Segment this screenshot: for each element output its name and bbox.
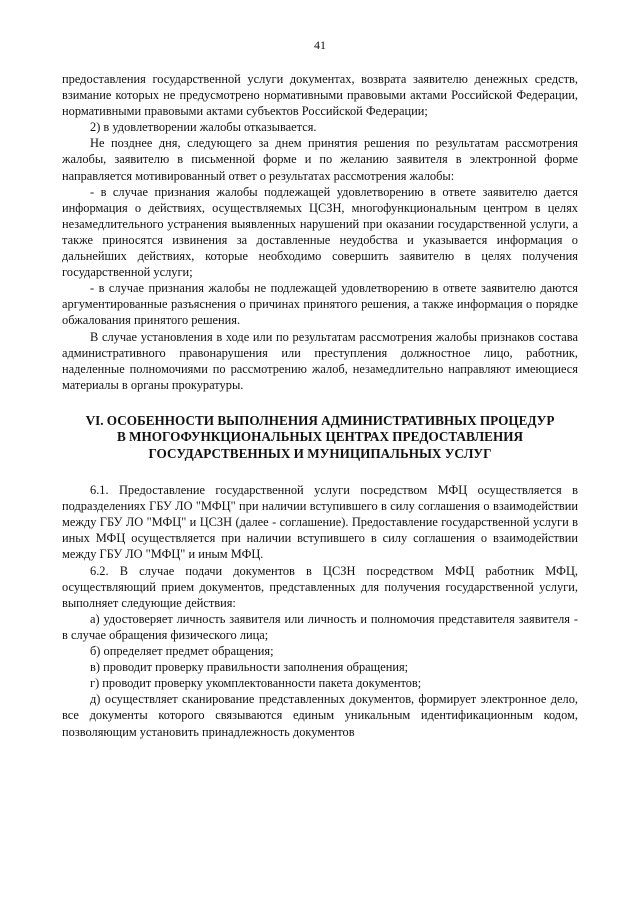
paragraph: 6.2. В случае подачи документов в ЦСЗН посредством МФЦ работник МФЦ, осуществляющий прием документов, представленных для получения государственной услуги, выполняет следующие действия: — [62, 563, 578, 610]
paragraph: 2) в удовлетворении жалобы отказывается. — [90, 120, 317, 135]
paragraph: г) проводит проверку укомплектованности пакета документов; — [90, 676, 422, 691]
paragraph: д) осуществляет сканирование представленных документов, формирует электронное дело, все документы которого связываются единым уникальным идентификационным кодом, позволяющим установить принадлежность документов — [62, 692, 578, 739]
section-heading-line: ГОСУДАРСТВЕННЫХ И МУНИЦИПАЛЬНЫХ УСЛУГ — [148, 445, 492, 461]
section-heading-line: VI. ОСОБЕННОСТИ ВЫПОЛНЕНИЯ АДМИНИСТРАТИВНЫХ ПРОЦЕДУР — [85, 412, 555, 428]
paragraph: 6.1. Предоставление государственной услуги посредством МФЦ осуществляется в подразделениях ГБУ ЛО "МФЦ" при наличии вступившего в силу соглашения о взаимодействии между ГБУ ЛО "МФЦ" и ЦСЗН (далее - соглашение). Предоставление государственной услуги в иных МФЦ осуществляется при наличии вступившего в силу соглашения о взаимодействии между ГБУ ЛО "МФЦ" и иным МФЦ. — [62, 483, 578, 562]
section-heading — [62, 413, 578, 462]
top-paragraphs — [62, 71, 578, 393]
document-body — [62, 71, 578, 740]
paragraph: В случае установления в ходе или по результатам рассмотрения жалобы признаков состава административного правонарушения или преступления должностное лицо, работник, наделенные полномочиями по рассмотрению жалоб, незамедлительно направляют имеющиеся материалы в органы прокуратуры. — [62, 329, 578, 392]
paragraph: - в случае признания жалобы не подлежащей удовлетворению в ответе заявителю даются аргументированные разъяснения о причинах принятого решения, а также информация о порядке обжалования принятого решения. — [62, 281, 578, 328]
paragraph: Не позднее дня, следующего за днем принятия решения по результатам рассмотрения жалобы, заявителю в письменной форме и по желанию заявителя в электронной форме направляется мотивированный ответ о результатах рассмотрения жалобы: — [62, 136, 578, 183]
paragraph: - в случае признания жалобы подлежащей удовлетворению в ответе заявителю дается информация о действиях, осуществляемых ЦСЗН, многофункциональным центром в целях незамедлительного устранения выявленных нарушений при оказании государственной услуги, а также приносятся извинения за доставленные неудобства и указывается информация о дальнейших действиях, которые необходимо совершить заявителю в целях получения государственной услуги; — [62, 184, 578, 280]
page-number: 41 — [314, 38, 326, 52]
section-heading-line: В МНОГОФУНКЦИОНАЛЬНЫХ ЦЕНТРАХ ПРЕДОСТАВЛЕНИЯ — [116, 429, 524, 445]
paragraph: предоставления государственной услуги документах, возврата заявителю денежных средств, взимание которых не предусмотрено нормативными правовыми актами Российской Федерации, нормативными правовыми актами субъектов Российской Федерации; — [62, 72, 578, 119]
paragraph: в) проводит проверку правильности заполнения обращения; — [90, 660, 409, 675]
bottom-paragraphs — [62, 482, 578, 740]
paragraph: б) определяет предмет обращения; — [90, 644, 274, 659]
paragraph: а) удостоверяет личность заявителя или личность и полномочия представителя заявителя - в случае обращения физического лица; — [62, 611, 578, 642]
